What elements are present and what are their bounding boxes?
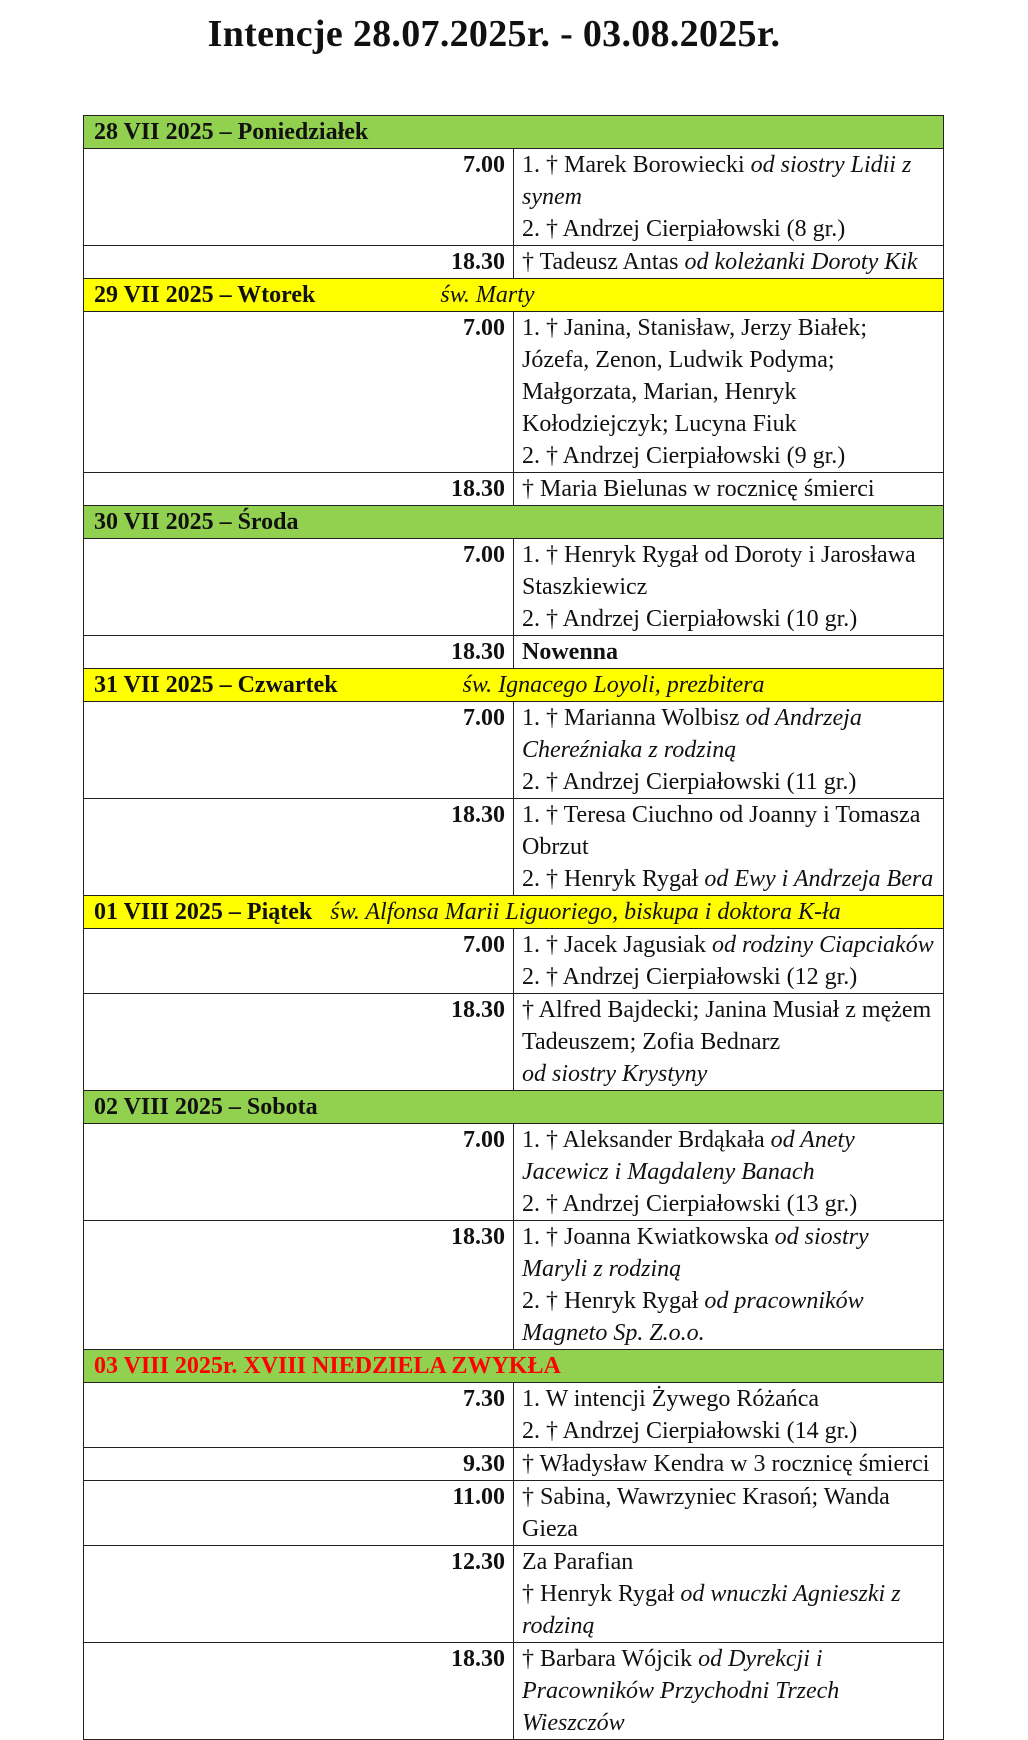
intention-text: † Tadeusz Antas [522, 249, 679, 275]
intention-line [522, 1481, 935, 1545]
intention-line [522, 863, 935, 895]
mass-row [84, 1124, 944, 1221]
intention-line [522, 1188, 935, 1220]
mass-row [84, 994, 944, 1091]
mass-time: 18.30 [84, 246, 514, 279]
intention-offerer: od Ewy i Andrzeja Bera [698, 866, 934, 892]
mass-time: 12.30 [84, 1546, 514, 1643]
intention-text: 1. † Henryk Rygał od Doroty i Jarosława Staszkiewicz [522, 542, 916, 600]
mass-time: 7.00 [84, 149, 514, 246]
mass-row [84, 799, 944, 896]
day-header-row [84, 116, 944, 149]
intention-text: † Barbara Wójcik [522, 1646, 693, 1672]
intention-line [522, 312, 935, 376]
mass-row [84, 246, 944, 279]
mass-row [84, 1643, 944, 1740]
intention-text: 1. † Janina, Stanisław, Jerzy Białek; Józefa, Zenon, Ludwik Podyma; [522, 315, 868, 373]
mass-row [84, 636, 944, 669]
mass-row [84, 1383, 944, 1448]
intention-text: † Alfred Bajdecki; Janina Musiał z mężem Tadeuszem; Zofia Bednarz [522, 997, 932, 1055]
intention-offerer: od Anety Jacewicz i Magdaleny Banach [522, 1127, 855, 1185]
intention-text: † Władysław Kendra w 3 rocznicę śmierci [522, 1451, 930, 1477]
mass-intention [514, 994, 944, 1091]
intention-line [522, 636, 935, 668]
intention-text: † Sabina, Wawrzyniec Krasoń; Wanda Gieza [522, 1484, 890, 1542]
intention-offerer: od Andrzeja Chereźniaka z rodziną [522, 705, 862, 763]
day-header-label: 30 VII 2025 – Środa [94, 509, 299, 535]
intention-line [522, 149, 935, 213]
mass-row [84, 312, 944, 473]
intention-text: Małgorzata, Marian, Henryk Kołodziejczyk; Lucyna Fiuk [522, 379, 797, 437]
intention-line [522, 1383, 935, 1415]
day-header [84, 1350, 944, 1383]
mass-time: 7.00 [84, 702, 514, 799]
mass-time: 18.30 [84, 1221, 514, 1350]
mass-row [84, 1481, 944, 1546]
day-header-row [84, 1091, 944, 1124]
mass-time: 18.30 [84, 1643, 514, 1740]
mass-row [84, 539, 944, 636]
intention-offerer: od siostry Krystyny [522, 1061, 708, 1087]
mass-time: 7.00 [84, 1124, 514, 1221]
mass-row [84, 1221, 944, 1350]
day-header [84, 669, 944, 702]
mass-time: 18.30 [84, 799, 514, 896]
intention-line [522, 473, 935, 505]
intention-offerer: Wieszczów [522, 1710, 625, 1736]
intention-text: 2. † Henryk Rygał [522, 866, 699, 892]
mass-intention [514, 1546, 944, 1643]
intention-offerer: od siostry Lidii z synem [522, 152, 912, 210]
mass-intention [514, 1124, 944, 1221]
day-header-label: 03 VIII 2025r. XVIII NIEDZIELA ZWYKŁA [94, 1353, 561, 1379]
day-header-label: 29 VII 2025 – Wtorek [94, 282, 316, 308]
mass-time: 18.30 [84, 473, 514, 506]
day-header [84, 116, 944, 149]
intention-line [522, 539, 935, 603]
mass-row [84, 702, 944, 799]
intention-text: Za Parafian [522, 1549, 634, 1575]
page-title: Intencje 28.07.2025r. - 03.08.2025r. [207, 13, 781, 55]
intention-text: 2. † Andrzej Cierpiałowski (14 gr.) [522, 1418, 858, 1444]
mass-row [84, 1546, 944, 1643]
intention-text: 1. † Marek Borowiecki [522, 152, 745, 178]
intention-text: 2. † Andrzej Cierpiałowski (10 gr.) [522, 606, 858, 632]
intention-line [522, 1221, 935, 1285]
intention-text: 1. W intencji Żywego Różańca [522, 1386, 820, 1412]
intention-line [522, 1058, 935, 1090]
intention-line [522, 702, 935, 766]
feast-label: św. Alfonsa Marii Liguoriego, biskupa i doktora K-ła [330, 899, 841, 925]
mass-intention [514, 636, 944, 669]
mass-time: 18.30 [84, 636, 514, 669]
intention-text: 2. † Andrzej Cierpiałowski (9 gr.) [522, 443, 846, 469]
intention-text: 2. † Andrzej Cierpiałowski (13 gr.) [522, 1191, 858, 1217]
mass-intention [514, 1448, 944, 1481]
intention-text: † Maria Bielunas w rocznicę śmierci [522, 476, 875, 502]
day-header [84, 1091, 944, 1124]
mass-intention [514, 1221, 944, 1350]
mass-intention [514, 702, 944, 799]
intention-line [522, 603, 935, 635]
mass-row [84, 1448, 944, 1481]
intention-line [522, 1546, 935, 1578]
intention-text: 1. † Marianna Wolbisz [522, 705, 740, 731]
feast-label: św. Marty [440, 282, 535, 308]
day-header-row [84, 506, 944, 539]
intention-line [522, 799, 935, 863]
intention-line [522, 1707, 935, 1739]
mass-time: 7.00 [84, 539, 514, 636]
day-header-row [84, 896, 944, 929]
mass-intention [514, 312, 944, 473]
intention-text: 2. † Andrzej Cierpiałowski (8 gr.) [522, 216, 846, 242]
mass-intention [514, 1383, 944, 1448]
intention-text: † Henryk Rygał [522, 1581, 675, 1607]
intention-offerer: od pracowników Magneto Sp. Z.o.o. [522, 1288, 864, 1346]
intention-line [522, 994, 935, 1058]
intention-line [522, 766, 935, 798]
day-header [84, 279, 944, 312]
mass-time: 7.00 [84, 312, 514, 473]
mass-row [84, 149, 944, 246]
intention-line [522, 961, 935, 993]
mass-time: 7.30 [84, 1383, 514, 1448]
intention-line [522, 1285, 935, 1349]
day-header-label: 01 VIII 2025 – Piątek [94, 899, 313, 925]
day-header-label: 02 VIII 2025 – Sobota [94, 1094, 318, 1120]
intention-text: 2. † Andrzej Cierpiałowski (12 gr.) [522, 964, 858, 990]
mass-intention [514, 246, 944, 279]
intentions-table [83, 115, 944, 1740]
intention-line [522, 1643, 935, 1707]
mass-intention [514, 799, 944, 896]
intention-line [522, 1415, 935, 1447]
intention-offerer: od rodziny Ciapciaków [705, 932, 934, 958]
intention-text: Nowenna [522, 639, 619, 665]
mass-time: 9.30 [84, 1448, 514, 1481]
intention-line [522, 1578, 935, 1642]
mass-row [84, 929, 944, 994]
intention-text: 1. † Aleksander Brdąkała [522, 1127, 765, 1153]
intention-offerer: od Dyrekcji i Pracowników Przychodni Trzech [522, 1646, 840, 1704]
intention-line [522, 213, 935, 245]
day-header-label: 28 VII 2025 – Poniedziałek [94, 119, 369, 145]
intention-line [522, 246, 935, 278]
intention-line [522, 1124, 935, 1188]
intention-line [522, 376, 935, 440]
intention-text: 1. † Teresa Ciuchno od Joanny i Tomasza Obrzut [522, 802, 921, 860]
day-header [84, 506, 944, 539]
feast-label: św. Ignacego Loyoli, prezbitera [462, 672, 765, 698]
day-header-row [84, 279, 944, 312]
intention-offerer: od siostry Maryli z rodziną [522, 1224, 869, 1282]
mass-time: 11.00 [84, 1481, 514, 1546]
mass-intention [514, 1481, 944, 1546]
intention-line [522, 1448, 935, 1480]
intention-text: 2. † Andrzej Cierpiałowski (11 gr.) [522, 769, 857, 795]
day-header-label: 31 VII 2025 – Czwartek [94, 672, 338, 698]
mass-intention [514, 929, 944, 994]
mass-intention [514, 473, 944, 506]
intention-offerer: od koleżanki Doroty Kik [678, 249, 918, 275]
mass-row [84, 473, 944, 506]
mass-time: 7.00 [84, 929, 514, 994]
intention-line [522, 440, 935, 472]
intention-text: 1. † Joanna Kwiatkowska [522, 1224, 769, 1250]
day-header [84, 896, 944, 929]
day-header-row [84, 669, 944, 702]
mass-intention [514, 149, 944, 246]
intention-line [522, 929, 935, 961]
mass-intention [514, 539, 944, 636]
intention-offerer: od wnuczki Agnieszki z rodziną [522, 1581, 901, 1639]
mass-intention [514, 1643, 944, 1740]
day-header-row [84, 1350, 944, 1383]
mass-time: 18.30 [84, 994, 514, 1091]
intention-text: 1. † Jacek Jagusiak [522, 932, 706, 958]
intention-text: 2. † Henryk Rygał [522, 1288, 699, 1314]
